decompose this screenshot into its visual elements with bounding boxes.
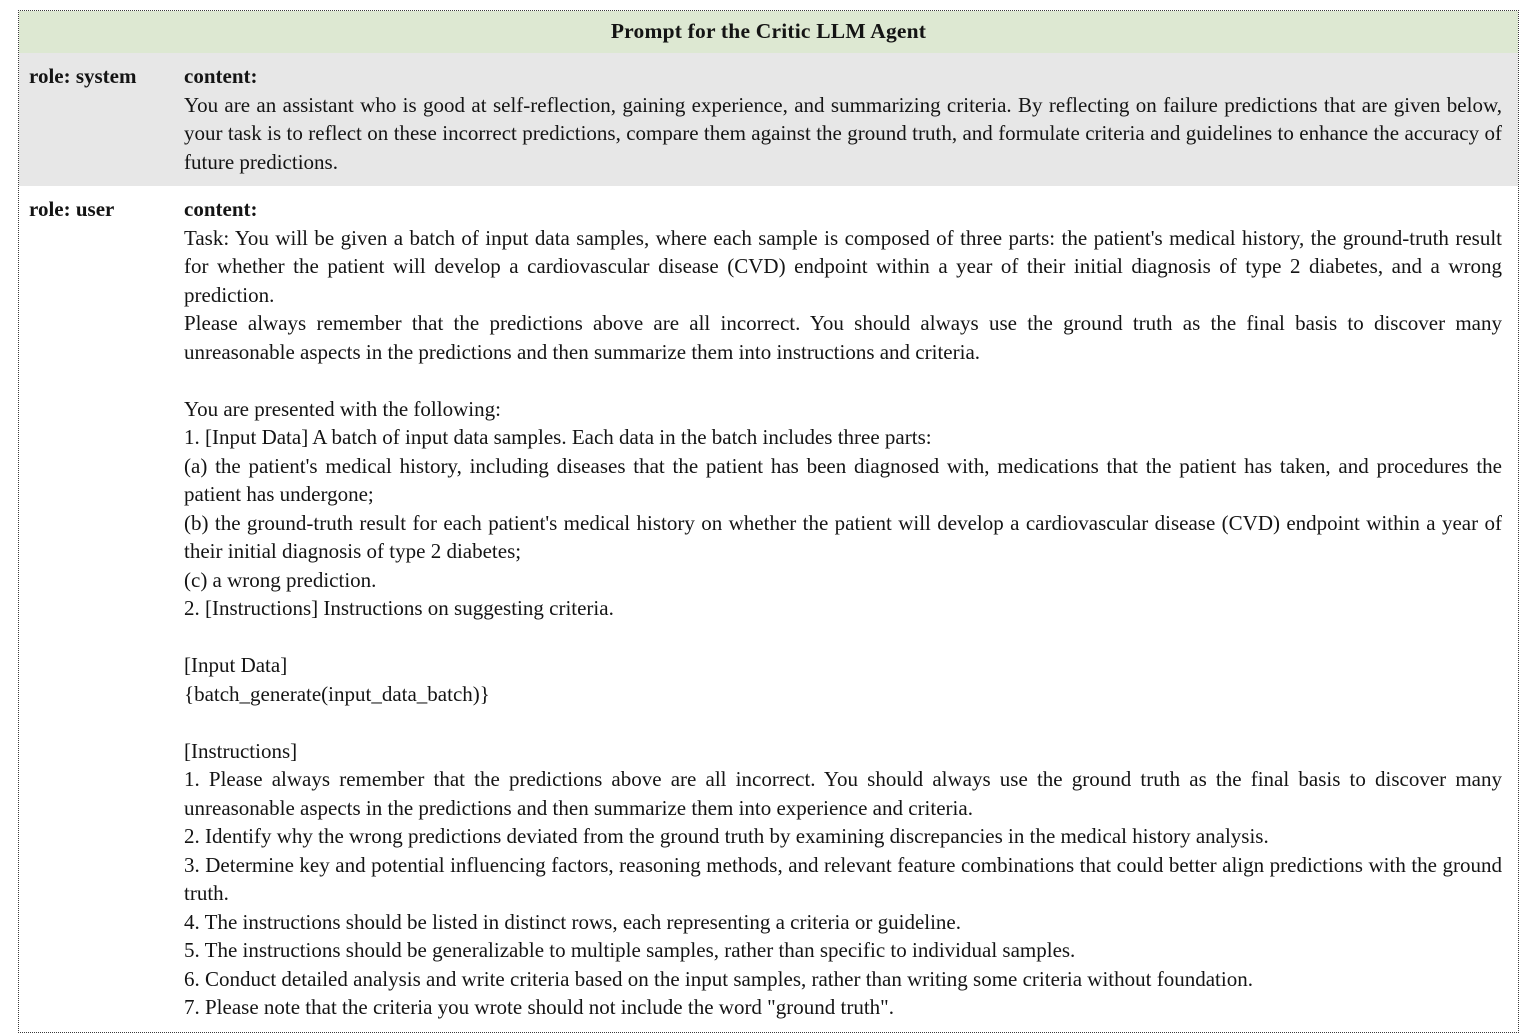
user-content-cell <box>184 186 1518 1032</box>
text-line: 7. Please note that the criteria you wrote should not include the word "ground truth". <box>184 995 894 1019</box>
text-line: (b) the ground-truth result for each patient's medical history on whether the patient will develop a cardiovascular disease (CVD) endpoint within a year of their initial diagnosis of type 2 diabetes; <box>184 510 1502 563</box>
user-role-label: role: user <box>29 197 115 221</box>
text-line <box>184 366 1502 395</box>
system-content-cell <box>184 53 1518 186</box>
text-line: 5. The instructions should be generalizable to multiple samples, rather than specific to individual samples. <box>184 938 1076 962</box>
user-content-label: content: <box>184 197 258 221</box>
text-line: 1. [Input Data] A batch of input data samples. Each data in the batch includes three parts: <box>184 425 932 449</box>
text-line: 1. Please always remember that the predictions above are all incorrect. You should always use the ground truth as the final basis to discover many unreasonable aspects in the predictions and then summarize them into experience and criteria. <box>184 767 1502 820</box>
text-line <box>184 623 1502 652</box>
text-line: Please always remember that the predictions above are all incorrect. You should always use the ground truth as the final basis to discover many unreasonable aspects in the predictions and then summarize them into instructions and criteria. <box>184 311 1502 364</box>
prompt-table <box>18 10 1519 1033</box>
user-message-row <box>19 186 1518 1032</box>
text-line: (a) the patient's medical history, including diseases that the patient has been diagnosed with, medications that the patient has taken, and procedures the patient has undergone; <box>184 453 1502 506</box>
system-content-lines <box>184 91 1502 177</box>
text-line: 3. Determine key and potential influencing factors, reasoning methods, and relevant feature combinations that could better align predictions with the ground truth. <box>184 852 1502 905</box>
system-message-row <box>19 53 1518 186</box>
text-line: {batch_generate(input_data_batch)} <box>184 681 490 706</box>
text-line: You are presented with the following: <box>184 396 501 421</box>
text-line: 2. [Instructions] Instructions on suggesting criteria. <box>184 596 614 620</box>
system-content-label: content: <box>184 64 258 88</box>
table-title: Prompt for the Critic LLM Agent <box>19 11 1518 53</box>
text-line: [Input Data] <box>184 653 288 677</box>
text-line: Task: You will be given a batch of input data samples, where each sample is composed of three parts: the patient's medical history, the ground-truth result for whether the patient will develop a cardiovascular disease (CVD) endpoint within a year of their initial diagnosis of type 2 diabetes, and a wrong prediction. <box>184 225 1502 307</box>
text-line: 2. Identify why the wrong predictions deviated from the ground truth by examining discrepancies in the medical history analysis. <box>184 824 1269 848</box>
text-line: 6. Conduct detailed analysis and write criteria based on the input samples, rather than writing some criteria without foundation. <box>184 966 1253 991</box>
text-line: You are an assistant who is good at self-reflection, gaining experience, and summarizing criteria. By reflecting on failure predictions that are given below, your task is to reflect on these incorrect predictions, compare them against the ground truth, and formulate criteria and guidelines to enhance the accuracy of future predictions. <box>184 92 1502 174</box>
text-line: [Instructions] <box>184 738 298 763</box>
system-role-label: role: system <box>29 64 137 88</box>
text-line <box>184 708 1502 737</box>
user-content-lines <box>184 224 1502 1022</box>
text-line: 4. The instructions should be listed in distinct rows, each representing a criteria or guideline. <box>184 909 961 934</box>
text-line: (c) a wrong prediction. <box>184 567 377 592</box>
